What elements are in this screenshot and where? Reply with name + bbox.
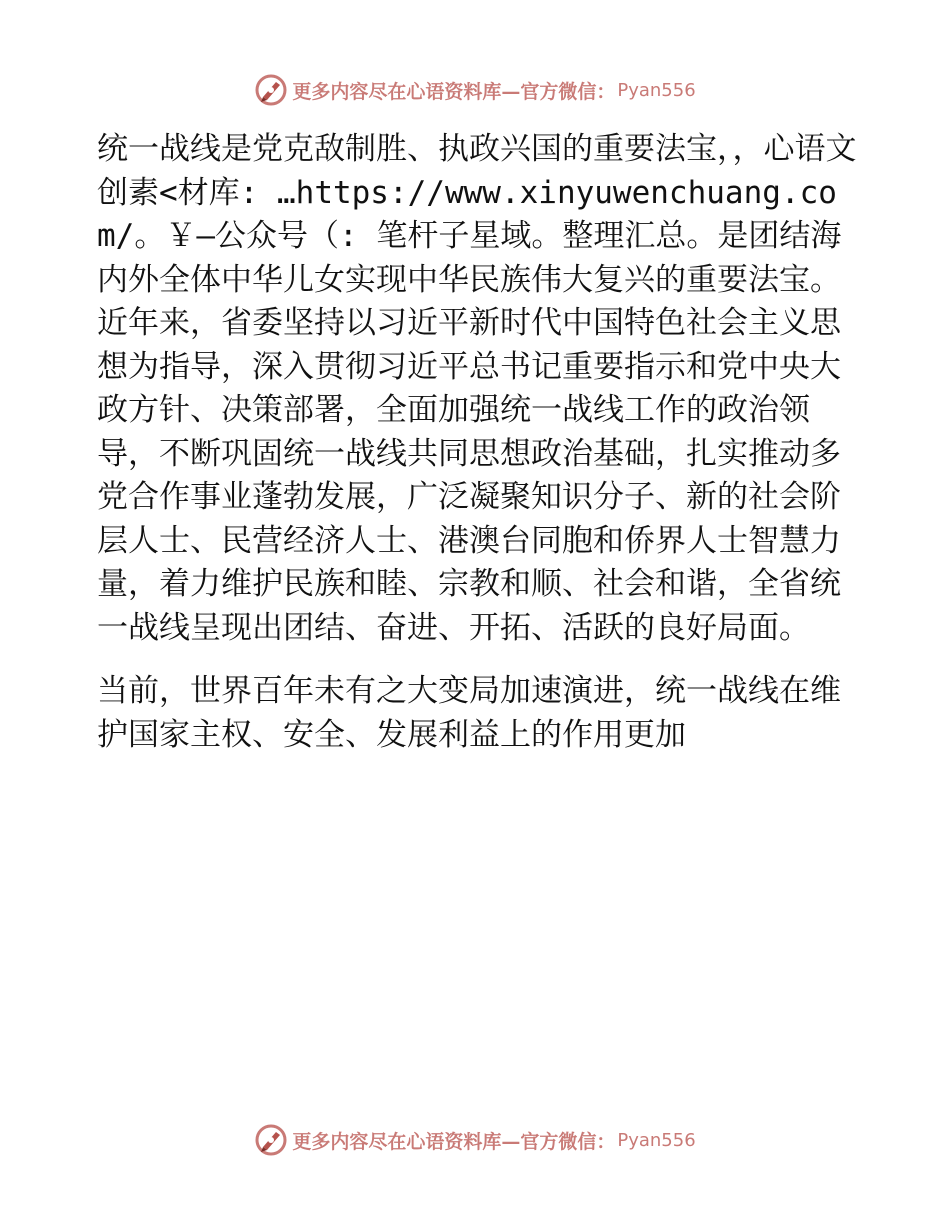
footer-wechat-id: Pyan556 [617, 1129, 696, 1151]
footer-watermark-banner [0, 1120, 950, 1160]
header-watermark-banner [0, 70, 950, 110]
header-wechat-id: Pyan556 [617, 79, 696, 101]
footer-watermark-text: 更多内容尽在心语资料库—官方微信： [292, 1130, 616, 1153]
pen-logo-icon [254, 1123, 288, 1157]
paragraph-1: 统一战线是党克敌制胜、执政兴国的重要法宝，，心语文创素<材库: …https://www.xinyuwenchuang.com/。￥—公众号（: 笔杆子星域。整理汇总。是团结海内外全体中华儿女实现中华民族伟大复兴的重要法宝。近年来，省委坚持以习近平新时代中国特色社会主义思想为指导，深入贯彻习近平总书记重要指示和党中央大政方针、决策部署，全面加强统一战线工作的政治领导，不断巩固统一战线共同思想政治基础，扎实推动多党合作事业蓬勃发展，广泛凝聚知识分子、新的社会阶层人士、民营经济人士、港澳台同胞和侨界人士智慧力量，着力维护民族和睦、宗教和顺、社会和谐，全省统一战线呈现出团结、奋进、开拓、活跃的良好局面。 [97, 131, 857, 646]
pen-logo-icon [254, 73, 288, 107]
header-watermark-text: 更多内容尽在心语资料库—官方微信： [292, 80, 616, 103]
article-body [97, 128, 857, 757]
paragraph-2: 当前，世界百年未有之大变局加速演进，统一战线在维护国家主权、安全、发展利益上的作用更加 [97, 673, 841, 753]
